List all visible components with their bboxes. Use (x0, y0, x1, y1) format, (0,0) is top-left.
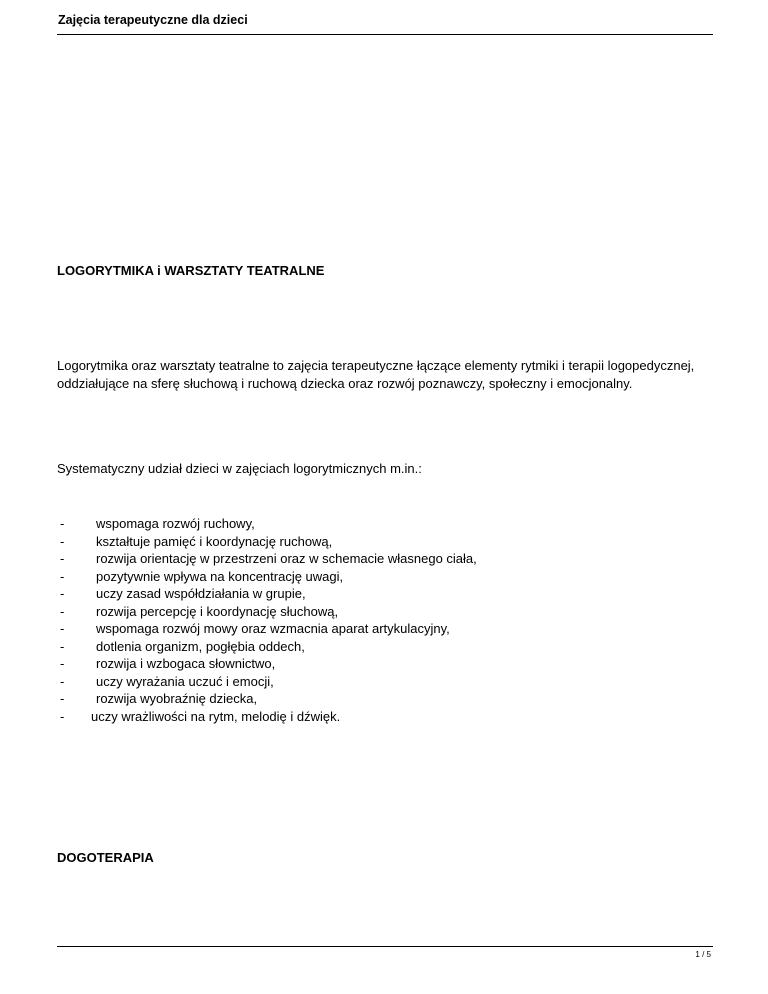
list-item: - pozytywnie wpływa na koncentrację uwagi, (57, 568, 477, 586)
benefits-list (57, 515, 477, 726)
header-divider (57, 34, 713, 35)
section-heading-logorytmika: LOGORYTMIKA i WARSZTATY TEATRALNE (57, 263, 325, 278)
bullet-dash: - (60, 709, 65, 725)
bullet-dash: - (60, 551, 65, 567)
bullet-dash: - (60, 603, 65, 619)
page-header (57, 12, 713, 35)
page-number: 1 / 5 (695, 950, 711, 959)
bullet-dash: - (60, 691, 65, 707)
list-item: - rozwija percepcję i koordynację słuchową, (57, 603, 477, 621)
footer-divider (57, 946, 713, 947)
list-item: - wspomaga rozwój ruchowy, (57, 515, 477, 533)
benefits-lead-paragraph: Systematyczny udział dzieci w zajęciach logorytmicznych m.in.: (57, 461, 422, 476)
bullet-dash: - (60, 533, 65, 549)
page-footer (57, 946, 713, 960)
list-item: - wspomaga rozwój mowy oraz wzmacnia aparat artykulacyjny, (57, 620, 477, 638)
bullet-dash: - (60, 568, 65, 584)
list-item: - uczy zasad współdziałania w grupie, (57, 585, 477, 603)
bullet-dash: - (60, 586, 65, 602)
bullet-dash: - (60, 638, 65, 654)
bullet-dash: - (60, 516, 65, 531)
list-item: - rozwija orientację w przestrzeni oraz w schemacie własnego ciała, (57, 550, 477, 568)
bullet-dash: - (60, 621, 65, 637)
document-title: Zajęcia terapeutyczne dla dzieci (58, 13, 248, 27)
bullet-dash: - (60, 673, 65, 689)
bullet-dash: - (60, 656, 65, 672)
list-item: - uczy wyrażania uczuć i emocji, (57, 673, 477, 691)
list-item: - rozwija i wzbogaca słownictwo, (57, 655, 477, 673)
list-item: - kształtuje pamięć i koordynację ruchową, (57, 533, 477, 551)
intro-paragraph: Logorytmika oraz warsztaty teatralne to zajęcia terapeutyczne łączące elementy rytmiki i terapii logopedycznej, oddziałujące na sferę słuchową i ruchową dziecka oraz rozwój poznawczy, społeczny i emocjonalny. (57, 358, 695, 391)
list-item: - rozwija wyobraźnię dziecka, (57, 690, 477, 708)
list-item: - uczy wrażliwości na rytm, melodię i dźwięk. (57, 708, 477, 726)
section-heading-dogoterapia: DOGOTERAPIA (57, 850, 154, 865)
list-item: - dotlenia organizm, pogłębia oddech, (57, 638, 477, 656)
